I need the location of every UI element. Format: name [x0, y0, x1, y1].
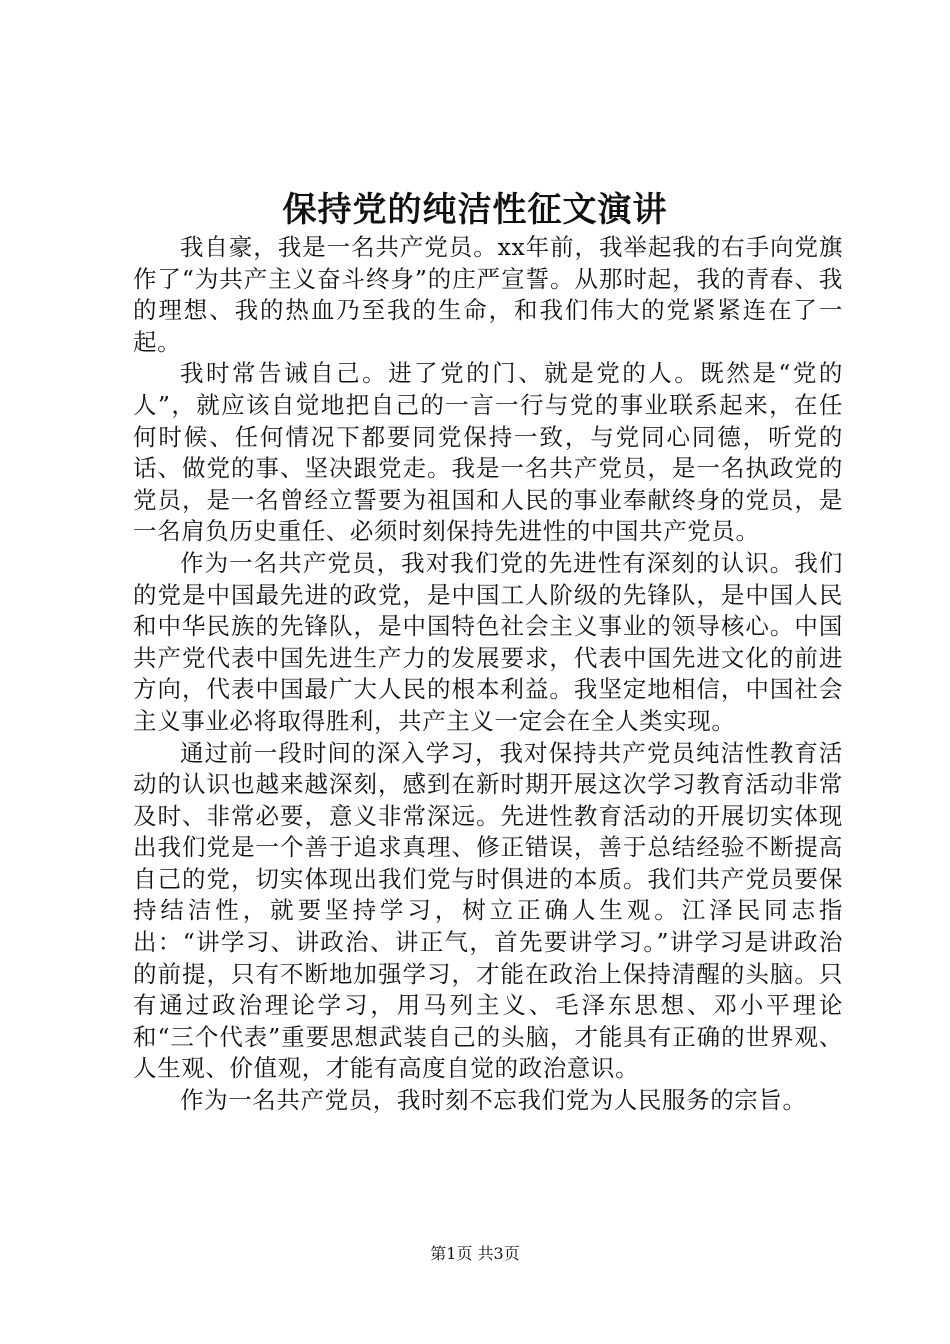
paragraph: 作为一名共产党员，我时刻不忘我们党为人民服务的宗旨。 — [180, 1086, 807, 1115]
document-body — [133, 232, 843, 1117]
paragraph: 作为一名共产党员，我对我们党的先进性有深刻的认识。我们的党是中国最先进的政党，是中国工人阶级的先锋队，是中国人民和中华民族的先锋队，是中国特色社会主义事业的领导核心。中国共产党代表中国先进生产力的发展要求，代表中国先进文化的前进方向，代表中国最广大人民的根本利益。我坚定地相信，中国社会主义事业必将取得胜利，共产主义一定会在全人类实现。 — [133, 548, 843, 735]
paragraph: 我时常告诫自己。进了党的门、就是党的人。既然是“党的人”，就应该自觉地把自己的一言一行与党的事业联系起来，在任何时候、任何情况下都要同党保持一致，与党同心同德，听党的话、做党的事、坚决跟党走。我是一名共产党员，是一名执政党的党员，是一名曾经立誓要为祖国和人民的事业奉献终身的党员，是一名肩负历史重任、必须时刻保持先进性的中国共产党员。 — [133, 359, 843, 546]
document-title: 保持党的纯洁性征文演讲 — [282, 190, 668, 230]
paragraph: 通过前一段时间的深入学习，我对保持共产党员纯洁性教育活动的认识也越来越深刻，感到在新时期开展这次学习教育活动非常及时、非常必要，意义非常深远。先进性教育活动的开展切实体现出我们党是一个善于追求真理、修正错误，善于总结经验不断提高自己的党，切实体现出我们党与时俱进的本质。我们共产党员要保持结洁性，就要坚持学习，树立正确人生观。江泽民同志指出：“讲学习、讲政治、讲正气，首先要讲学习。”讲学习是讲政治的前提，只有不断地加强学习，才能在政治上保持清醒的头脑。只有通过政治理论学习，用马列主义、毛泽东思想、邓小平理论和“三个代表”重要思想武装自己的头脑，才能具有正确的世界观、人生观、价值观，才能有高度自觉的政治意识。 — [133, 738, 843, 1083]
paragraph: 我自豪，我是一名共产党员。xx年前，我举起我的右手向党旗作了“为共产主义奋斗终身”的庄严宣誓。从那时起，我的青春、我的理想、我的热血乃至我的生命，和我们伟大的党紧紧连在了一起。 — [133, 233, 843, 356]
page-footer: 第1页 共3页 — [430, 1244, 520, 1263]
